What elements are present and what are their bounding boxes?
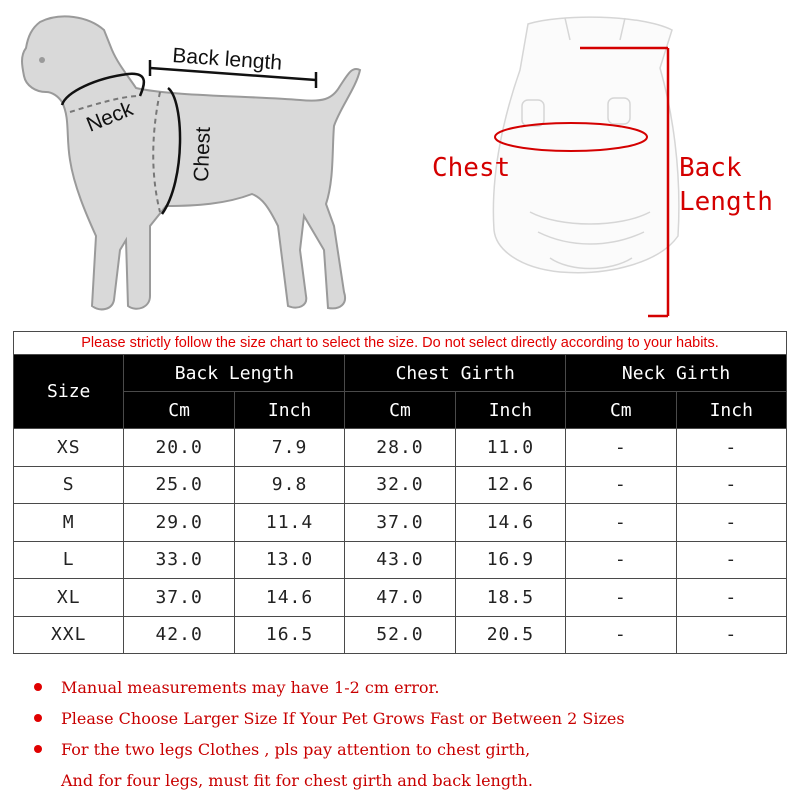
back-cm-cell: 29.0 [124, 504, 234, 542]
chest-girth-header: Chest Girth [345, 355, 566, 392]
table-row [14, 466, 787, 504]
chest-cm-cell: 47.0 [345, 579, 455, 617]
chest-label: Chest [190, 126, 215, 183]
note-item [30, 672, 790, 703]
size-notice: Please strictly follow the size chart to select the size. Do not select directly according to your habits. [14, 332, 787, 355]
size-cell: XXL [14, 616, 124, 654]
neck-inch-cell: - [676, 579, 786, 617]
back-inch-cell: 9.8 [234, 466, 344, 504]
chest-inch-cell: 11.0 [455, 429, 565, 467]
neck-cm-cell: - [566, 504, 676, 542]
table-row [14, 579, 787, 617]
bullet-dot-icon [34, 683, 42, 691]
note-continuation: And for four legs, must fit for chest girth and back length. [61, 771, 533, 790]
back-length-header: Back Length [124, 355, 345, 392]
back-inch-cell: 16.5 [234, 616, 344, 654]
table-row [14, 429, 787, 467]
back-cm-cell: 25.0 [124, 466, 234, 504]
back-inch-cell: 13.0 [234, 541, 344, 579]
back-cm-cell: 37.0 [124, 579, 234, 617]
garment-back-length-label [679, 151, 773, 219]
neck-cm-cell: - [566, 466, 676, 504]
neck-cm-cell: - [566, 579, 676, 617]
dog-measurement-illustration [0, 0, 400, 330]
chest-cm-cell: 37.0 [345, 504, 455, 542]
unit-header: Inch [455, 392, 565, 429]
back-length-word-1: Back [679, 153, 742, 183]
back-cm-cell: 33.0 [124, 541, 234, 579]
chest-inch-cell: 14.6 [455, 504, 565, 542]
note-text: Please Choose Larger Size If Your Pet Grows Fast or Between 2 Sizes [61, 709, 625, 728]
back-length-label: Back length [171, 44, 283, 75]
unit-header: Cm [345, 392, 455, 429]
back-inch-cell: 14.6 [234, 579, 344, 617]
neck-cm-cell: - [566, 616, 676, 654]
back-length-word-2: Length [679, 187, 773, 217]
unit-header: Cm [124, 392, 234, 429]
size-cell: L [14, 541, 124, 579]
size-chart-table [13, 331, 787, 654]
note-item [30, 703, 790, 734]
harness-vest-icon [493, 17, 679, 273]
unit-header: Cm [566, 392, 676, 429]
unit-header: Inch [234, 392, 344, 429]
bullet-dot-icon [34, 745, 42, 753]
note-item [30, 734, 790, 765]
note-text: For the two legs Clothes , pls pay attention to chest girth, [61, 740, 531, 759]
neck-cm-cell: - [566, 429, 676, 467]
back-inch-cell: 7.9 [234, 429, 344, 467]
chest-cm-cell: 52.0 [345, 616, 455, 654]
size-cell: XL [14, 579, 124, 617]
back-cm-cell: 42.0 [124, 616, 234, 654]
chest-inch-cell: 12.6 [455, 466, 565, 504]
neck-inch-cell: - [676, 466, 786, 504]
table-row [14, 504, 787, 542]
chest-cm-cell: 32.0 [345, 466, 455, 504]
note-text: Manual measurements may have 1-2 cm error. [61, 678, 440, 697]
neck-girth-header: Neck Girth [566, 355, 787, 392]
size-header: Size [14, 355, 124, 429]
unit-header: Inch [676, 392, 786, 429]
table-row [14, 541, 787, 579]
notes-list [30, 672, 790, 796]
back-inch-cell: 11.4 [234, 504, 344, 542]
neck-label: Neck [83, 97, 137, 137]
neck-cm-cell: - [566, 541, 676, 579]
garment-chest-label: Chest [432, 153, 511, 183]
neck-inch-cell: - [676, 541, 786, 579]
neck-inch-cell: - [676, 429, 786, 467]
chest-inch-cell: 16.9 [455, 541, 565, 579]
neck-inch-cell: - [676, 504, 786, 542]
size-cell: M [14, 504, 124, 542]
bullet-dot-icon [34, 714, 42, 722]
neck-inch-cell: - [676, 616, 786, 654]
size-cell: XS [14, 429, 124, 467]
chest-cm-cell: 28.0 [345, 429, 455, 467]
chest-inch-cell: 18.5 [455, 579, 565, 617]
back-cm-cell: 20.0 [124, 429, 234, 467]
size-cell: S [14, 466, 124, 504]
chest-inch-cell: 20.5 [455, 616, 565, 654]
table-row [14, 616, 787, 654]
chest-cm-cell: 43.0 [345, 541, 455, 579]
